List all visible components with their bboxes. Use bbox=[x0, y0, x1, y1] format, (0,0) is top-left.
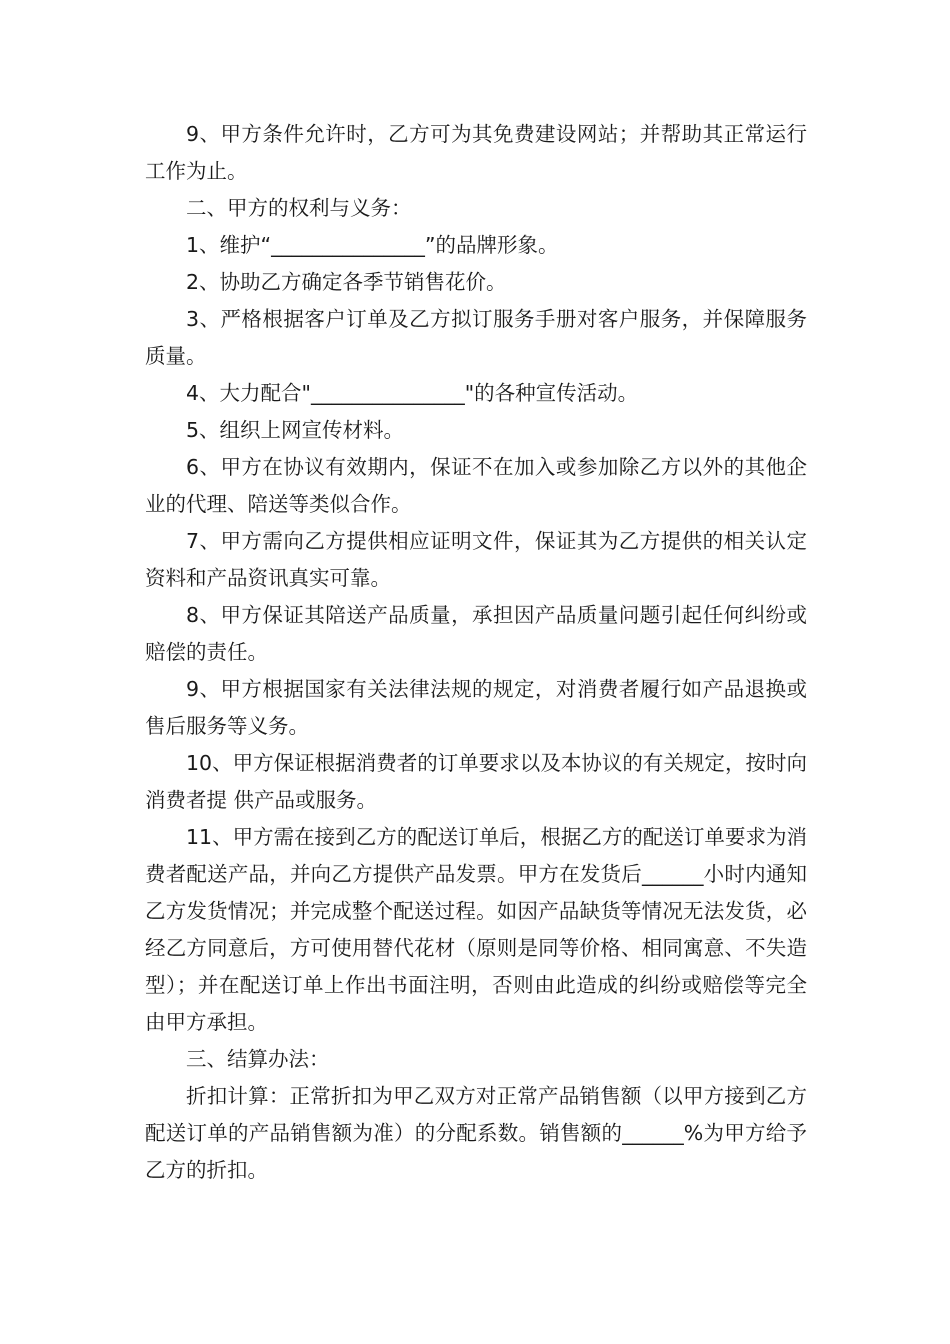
paragraph-discount-calculation: 折扣计算：正常折扣为甲乙双方对正常产品销售额（以甲方接到乙方配送订单的产品销售额为准）的分配系数。销售额的______%为甲方给予乙方的折扣。 bbox=[145, 1084, 807, 1182]
section-heading-party-a-rights: 二、甲方的权利与义务： bbox=[186, 196, 412, 220]
paragraph-item-3: 3、严格根据客户订单及乙方拟订服务手册对客户服务，并保障服务质量。 bbox=[145, 307, 807, 368]
section-heading-settlement: 三、结算办法： bbox=[186, 1047, 330, 1071]
paragraph-item-11: 11、甲方需在接到乙方的配送订单后，根据乙方的配送订单要求为消费者配送产品，并向乙方提供产品发票。甲方在发货后______小时内通知乙方发货情况；并完成整个配送过程。如因产品缺货等情况无法发货，必经乙方同意后，方可使用替代花材（原则是同等价格、相同寓意、不失造型）；并在配送订单上作出书面注明，否则由此造成的纠纷或赔偿等完全由甲方承担。 bbox=[145, 825, 807, 1034]
paragraph-item-9: 9、甲方根据国家有关法律法规的规定，对消费者履行如产品退换或售后服务等义务。 bbox=[145, 677, 807, 738]
paragraph-item-5: 5、组织上网宣传材料。 bbox=[186, 418, 405, 442]
paragraph-item-4: 4、大力配合"_______________"的各种宣传活动。 bbox=[186, 381, 639, 405]
paragraph-item-6: 6、甲方在协议有效期内，保证不在加入或参加除乙方以外的其他企业的代理、陪送等类似合作。 bbox=[145, 455, 807, 516]
paragraph-item-10: 10、甲方保证根据消费者的订单要求以及本协议的有关规定，按时向消费者提 供产品或服务。 bbox=[145, 751, 807, 812]
paragraph-item-2: 2、协助乙方确定各季节销售花价。 bbox=[186, 270, 507, 294]
document-body bbox=[145, 116, 807, 1189]
paragraph-clause-9-website: 9、甲方条件允许时，乙方可为其免费建设网站；并帮助其正常运行工作为止。 bbox=[145, 122, 807, 183]
paragraph-item-1: 1、维护“_______________”的品牌形象。 bbox=[186, 233, 559, 257]
paragraph-item-7: 7、甲方需向乙方提供相应证明文件，保证其为乙方提供的相关认定资料和产品资讯真实可靠。 bbox=[145, 529, 807, 590]
paragraph-item-8: 8、甲方保证其陪送产品质量，承担因产品质量问题引起任何纠纷或赔偿的责任。 bbox=[145, 603, 807, 664]
